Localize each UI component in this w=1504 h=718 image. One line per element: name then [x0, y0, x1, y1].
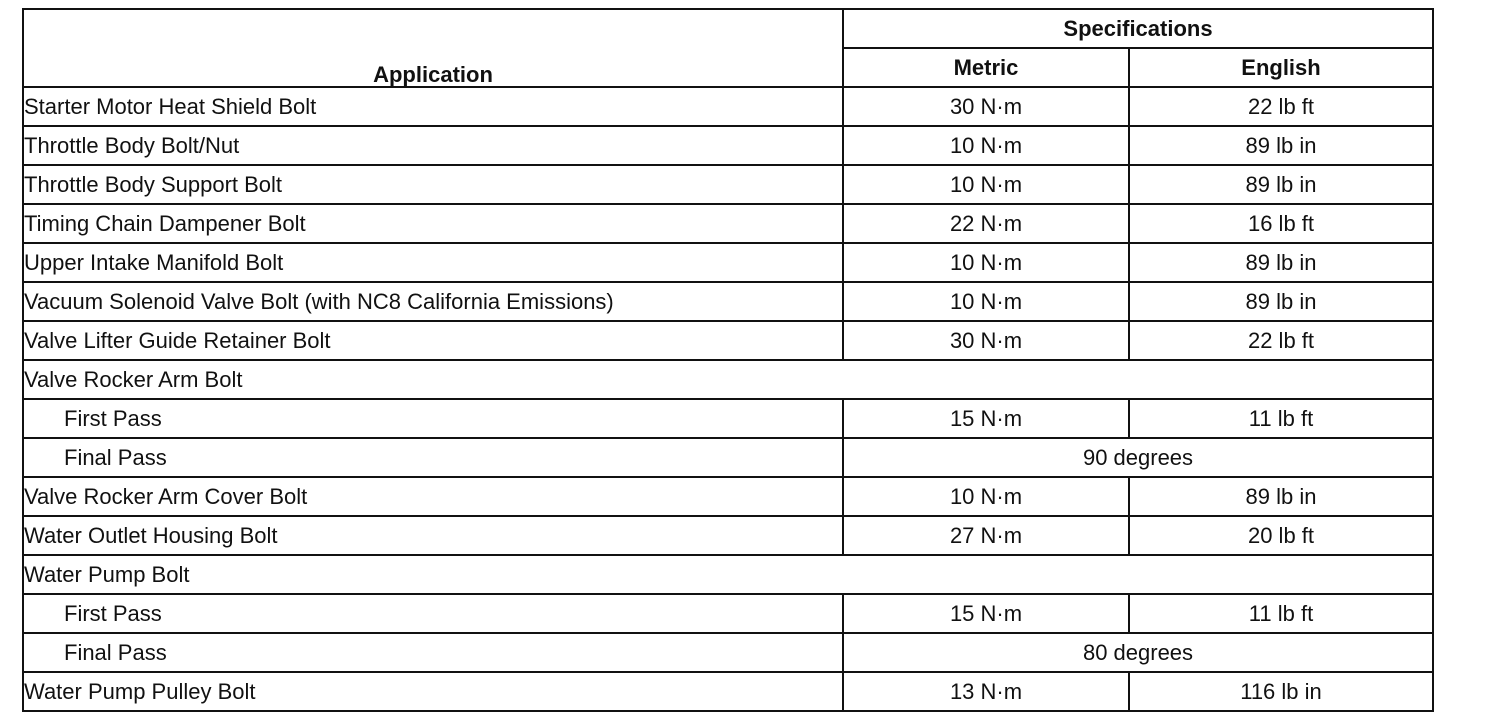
- table-row: [23, 633, 1433, 672]
- metric-cell: 15 N·m: [843, 594, 1129, 633]
- table-row: [23, 204, 1433, 243]
- specifications-header: Specifications: [843, 9, 1433, 48]
- metric-cell: 10 N·m: [843, 477, 1129, 516]
- table-row: [23, 126, 1433, 165]
- table-row: [23, 321, 1433, 360]
- metric-header: Metric: [843, 48, 1129, 87]
- english-cell: 89 lb in: [1129, 126, 1433, 165]
- application-cell: Upper Intake Manifold Bolt: [23, 243, 843, 282]
- english-header: English: [1129, 48, 1433, 87]
- metric-cell: 10 N·m: [843, 243, 1129, 282]
- metric-cell: 27 N·m: [843, 516, 1129, 555]
- english-cell: 89 lb in: [1129, 165, 1433, 204]
- application-cell: Final Pass: [23, 633, 843, 672]
- metric-cell: 10 N·m: [843, 165, 1129, 204]
- english-cell: 20 lb ft: [1129, 516, 1433, 555]
- table-row: [23, 672, 1433, 711]
- group-heading-cell: Water Pump Bolt: [23, 555, 1433, 594]
- metric-cell: 15 N·m: [843, 399, 1129, 438]
- metric-cell: 13 N·m: [843, 672, 1129, 711]
- table-row: [23, 282, 1433, 321]
- table-row: [23, 165, 1433, 204]
- application-header: Application: [23, 9, 843, 87]
- application-cell: First Pass: [23, 399, 843, 438]
- application-cell: First Pass: [23, 594, 843, 633]
- group-heading-cell: Valve Rocker Arm Bolt: [23, 360, 1433, 399]
- table-row: [23, 516, 1433, 555]
- metric-cell: 10 N·m: [843, 282, 1129, 321]
- table-group-row: [23, 360, 1433, 399]
- application-cell: Water Outlet Housing Bolt: [23, 516, 843, 555]
- application-cell: Valve Rocker Arm Cover Bolt: [23, 477, 843, 516]
- application-cell: Throttle Body Support Bolt: [23, 165, 843, 204]
- table-row: [23, 594, 1433, 633]
- metric-cell: 10 N·m: [843, 126, 1129, 165]
- metric-cell: 22 N·m: [843, 204, 1129, 243]
- english-cell: 89 lb in: [1129, 282, 1433, 321]
- english-cell: 116 lb in: [1129, 672, 1433, 711]
- application-cell: Final Pass: [23, 438, 843, 477]
- application-cell: Timing Chain Dampener Bolt: [23, 204, 843, 243]
- english-cell: 22 lb ft: [1129, 87, 1433, 126]
- english-cell: 16 lb ft: [1129, 204, 1433, 243]
- torque-spec-table: [22, 8, 1434, 712]
- english-cell: 89 lb in: [1129, 477, 1433, 516]
- application-cell: Vacuum Solenoid Valve Bolt (with NC8 California Emissions): [23, 282, 843, 321]
- application-cell: Starter Motor Heat Shield Bolt: [23, 87, 843, 126]
- angle-spec-cell: 80 degrees: [843, 633, 1433, 672]
- metric-cell: 30 N·m: [843, 87, 1129, 126]
- english-cell: 22 lb ft: [1129, 321, 1433, 360]
- application-cell: Throttle Body Bolt/Nut: [23, 126, 843, 165]
- table-row: [23, 243, 1433, 282]
- english-cell: 89 lb in: [1129, 243, 1433, 282]
- table-row: [23, 477, 1433, 516]
- table-group-row: [23, 555, 1433, 594]
- metric-cell: 30 N·m: [843, 321, 1129, 360]
- english-cell: 11 lb ft: [1129, 399, 1433, 438]
- table-row: [23, 399, 1433, 438]
- header-row-top: [23, 9, 1433, 48]
- table-row: [23, 87, 1433, 126]
- table-row: [23, 438, 1433, 477]
- application-cell: Valve Lifter Guide Retainer Bolt: [23, 321, 843, 360]
- angle-spec-cell: 90 degrees: [843, 438, 1433, 477]
- english-cell: 11 lb ft: [1129, 594, 1433, 633]
- application-cell: Water Pump Pulley Bolt: [23, 672, 843, 711]
